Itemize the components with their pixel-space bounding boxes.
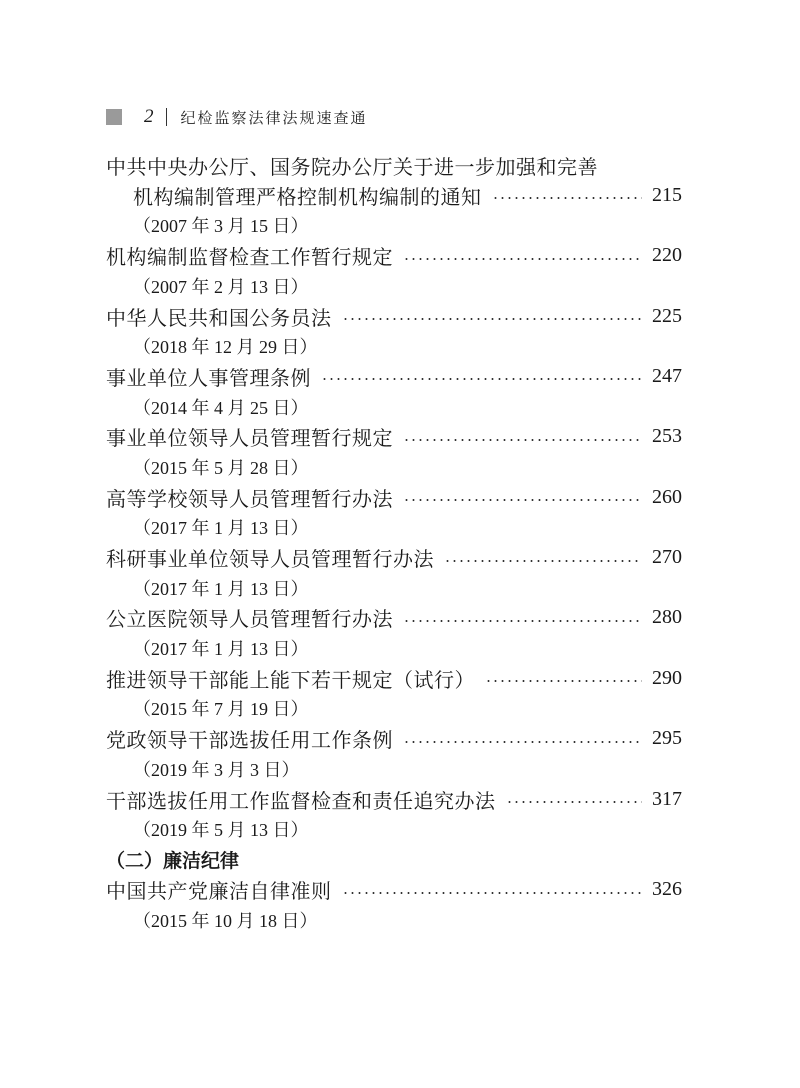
book-title: 纪检监察法律法规速查通 <box>180 108 368 127</box>
toc-entry-date: （2007 年 2 月 13 日） <box>133 276 309 297</box>
toc-page-number: 253 <box>652 425 682 448</box>
toc-entry-date: （2017 年 1 月 13 日） <box>133 578 309 599</box>
toc-page-number: 326 <box>652 878 682 901</box>
toc-entry-title-continued: 机构编制管理严格控制机构编制的通知 <box>133 184 482 209</box>
dot-leader <box>444 560 642 562</box>
toc-entry[interactable] <box>106 724 682 754</box>
table-of-contents <box>106 150 682 935</box>
toc-entry[interactable] <box>106 875 682 905</box>
toc-entry-date: （2015 年 10 月 18 日） <box>133 910 318 931</box>
toc-page-number: 290 <box>652 666 682 689</box>
toc-entry-date: （2019 年 5 月 13 日） <box>133 820 309 841</box>
dot-leader <box>403 620 642 622</box>
toc-entry[interactable] <box>106 784 682 814</box>
dot-leader <box>403 258 642 260</box>
toc-entry-title: 党政领导干部选拔任用工作条例 <box>106 728 393 753</box>
toc-entry-title: 中国共产党廉洁自律准则 <box>106 879 332 904</box>
toc-entry-title: 机构编制监督检查工作暂行规定 <box>106 245 393 270</box>
dot-leader <box>403 741 642 743</box>
toc-entry-title: 事业单位领导人员管理暂行规定 <box>106 426 393 451</box>
toc-entry-title: 干部选拔任用工作监督检查和责任追究办法 <box>106 788 496 813</box>
toc-page-number: 225 <box>652 304 682 327</box>
toc-page-number: 220 <box>652 244 682 267</box>
header-marker-block <box>106 109 122 125</box>
toc-entry-date: （2014 年 4 月 25 日） <box>133 397 309 418</box>
toc-page-number: 270 <box>652 546 682 569</box>
toc-entry-title: 中共中央办公厅、国务院办公厅关于进一步加强和完善 <box>106 154 598 179</box>
toc-entry[interactable] <box>106 603 682 633</box>
toc-entry-date: （2015 年 7 月 19 日） <box>133 699 309 720</box>
toc-page-number: 215 <box>652 183 682 206</box>
dot-leader <box>492 197 643 199</box>
toc-entry-title: 高等学校领导人员管理暂行办法 <box>106 486 393 511</box>
section-heading: （二）廉洁纪律 <box>106 849 240 872</box>
dot-leader <box>506 801 643 803</box>
toc-page-number: 260 <box>652 485 682 508</box>
toc-page-number: 280 <box>652 606 682 629</box>
header-divider <box>166 108 167 126</box>
toc-entry[interactable] <box>106 482 682 512</box>
toc-page-number: 295 <box>652 727 682 750</box>
dot-leader <box>321 378 642 380</box>
toc-entry[interactable] <box>106 663 682 693</box>
toc-entry-title-first-line[interactable] <box>106 150 682 180</box>
dot-leader <box>342 892 643 894</box>
toc-page-number: 317 <box>652 787 682 810</box>
toc-entry[interactable] <box>106 361 682 391</box>
toc-entry-date: （2017 年 1 月 13 日） <box>133 639 309 660</box>
dot-leader <box>342 318 643 320</box>
dot-leader <box>485 680 642 682</box>
dot-leader <box>403 439 642 441</box>
toc-entry[interactable] <box>106 241 682 271</box>
toc-page-number: 247 <box>652 364 682 387</box>
dot-leader <box>403 499 642 501</box>
toc-entry[interactable] <box>106 422 682 452</box>
toc-entry-date: （2018 年 12 月 29 日） <box>133 337 318 358</box>
toc-entry-date: （2019 年 3 月 3 日） <box>133 759 300 780</box>
toc-entry[interactable] <box>106 301 682 331</box>
toc-entry-title: 中华人民共和国公务员法 <box>106 305 332 330</box>
page-number: 2 <box>144 106 154 127</box>
toc-entry[interactable] <box>106 180 682 210</box>
toc-entry-date: （2017 年 1 月 13 日） <box>133 518 309 539</box>
toc-entry-date: （2015 年 5 月 28 日） <box>133 457 309 478</box>
running-header <box>106 104 368 130</box>
toc-entry-title: 公立医院领导人员管理暂行办法 <box>106 607 393 632</box>
toc-entry-date: （2007 年 3 月 15 日） <box>133 216 309 237</box>
toc-entry-title: 事业单位人事管理条例 <box>106 365 311 390</box>
toc-entry-title: 科研事业单位领导人员管理暂行办法 <box>106 547 434 572</box>
toc-entry[interactable] <box>106 542 682 572</box>
toc-entry-title: 推进领导干部能上能下若干规定（试行） <box>106 667 475 692</box>
